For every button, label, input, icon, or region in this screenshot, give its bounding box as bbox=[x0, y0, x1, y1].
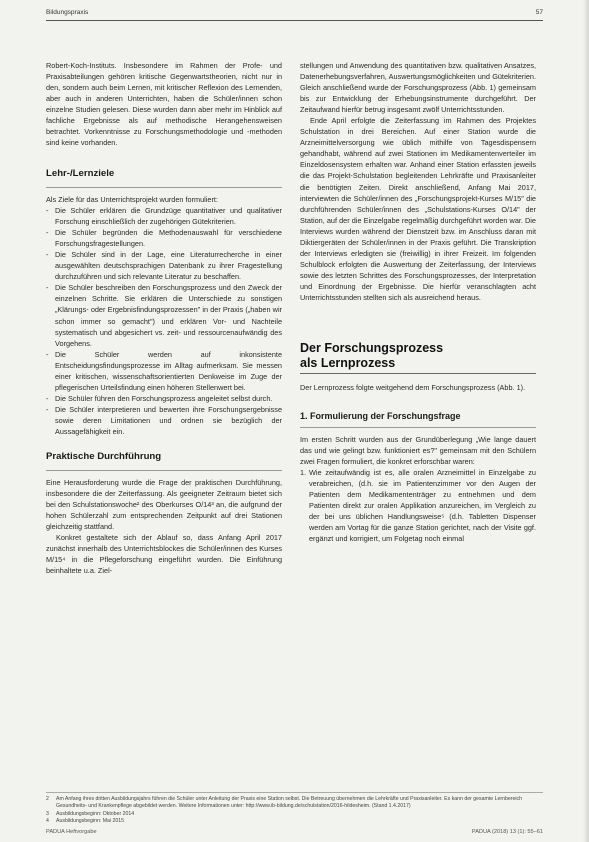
practice-paragraph-1: Eine Herausforderung wurde die Frage der praktischen Durchführung, insbesondere die der Zeiterfassung. Als geeigneter Zeitraum bietet sich bei den Schulstationswoche² des Oberkurses O/14³ an, die aufgrund der hohen Schülerzahl zum entsprechenden Zeitpunkt auf drei Stationen gleichzeitig stattfand. bbox=[46, 477, 282, 531]
goal-item: - Die Schüler werden auf inkonsistente Entscheidungsfindungsprozesse im Alltag aufmerksam. Sie messen einer kritischen, wissenschaftsorientierten Denkweise im Zuge der pflegerischen Urteilsfindung einen höheren Stellenwert bei. bbox=[46, 349, 282, 393]
footnote-text: Am Anfang ihres dritten Ausbildungsjahrs führen die Schüler unter Anleitung der Praxis eine Station selbst. Die Betreuung übernehmen die Lehrkräfte und Praxisanleiter. Es kann der gesamte Lernbereich Gesundheits- und Krankenpflege abgebildet werden. Weitere Informationen unter: http://www.ib-bildung.de/schulstation/2016-hildesheim. (Stand 1.4.2017) bbox=[56, 796, 522, 810]
footnotes bbox=[46, 792, 543, 826]
goal-item: - Die Schüler beschreiben den Forschungsprozess und den Zweck der einzelnen Schritte. Sie erklären die Unterschiede zu sonstigen „Klärungs- oder Ergebnisfindungsprozessen" in der Praxis („haben wir schon immer so gemacht") und erklären Vor- und Nachteile systematisch und abgesichert vs. zeit- und ressourcenaufwändig des Vorgehens. bbox=[46, 282, 282, 348]
goal-item: - Die Schüler begründen die Methodenauswahl für verschiedene Forschungsfragestellungen. bbox=[46, 227, 282, 249]
footnote bbox=[46, 796, 543, 811]
footnote bbox=[46, 811, 543, 818]
section-title: Bildungspraxis bbox=[46, 9, 89, 16]
intro-paragraph: Robert-Koch-Instituts. Insbesondere im Rahmen der Profe- und Praxisabteilungen gehören kritische Gegenwartstheorien, nicht nur in den, sondern auch beim Lernen, mit kritischer Reflexion des Lernenden, aber auch in anderen Unterrichten, haben die Schüler/innen schon einzelne Studien gelesen. Diese wurden dann aber mehr im Hinblick auf fachliche Ergebnisse als auf methodische Herangehensweisen betrachtet. Vorkenntnisse zu Forschungsmethodologie und -methoden sind keine vorhanden. bbox=[46, 61, 282, 148]
footer-right: PADUA (2018) 13 (1): 55–61 bbox=[471, 829, 543, 835]
right-column bbox=[300, 60, 536, 544]
lernprozess-paragraph: Der Lernprozess folgte weitgehend dem Forschungsprozess (Abb. 1). bbox=[300, 382, 526, 392]
footnote-text: Ausbildungsbeginn: Oktober 2014 bbox=[56, 810, 135, 817]
research-question-number: 1. bbox=[300, 467, 307, 477]
subsection-heading: 1. Formulierung der Forschungsfrage bbox=[300, 410, 461, 421]
research-question-text: Wie zeitaufwändig ist es, alle oralen Arzneimittel in Einzelgabe zu verabreichen, (d.h. sie im Patientenzimmer vor den Augen der Patienten dem Medikamententräger zu entnehmen und dem Patienten direkt zur oralen Applikation anzureichen, im Vergleich zu der bei uns üblichen Handlungsweise⁵ (d.h. Tabletten Dispenser werden am Vortag für die ganze Station gerichtet, nach der Visite ggf. ergänzt und korrigiert, um Folgetag noch einmal bbox=[309, 467, 536, 543]
running-head bbox=[46, 9, 543, 21]
section-heading bbox=[300, 341, 536, 371]
footnote bbox=[46, 818, 543, 825]
left-column bbox=[46, 60, 282, 576]
footnote-number: 2 bbox=[46, 796, 49, 802]
right-paragraph-1: stellungen und Anwendung des quantitativen bzw. qualitativen Ansatzes, Datenerhebungsverfahren, Auswertungsmöglichkeiten und Gütekriterien. Gleich anschließend wurde der Forschungsprozess (Abb. 1) gemeinsam bis zur Entwicklung der Erhebungsinstrumente durchgeführt. Der Zeitaufwand hierfür betrug insgesamt zwölf Unterrichtsstunden. bbox=[300, 61, 536, 115]
footnote-text: Ausbildungsbeginn: Mai 2015 bbox=[56, 818, 125, 825]
research-question-item bbox=[300, 467, 536, 544]
page-edge-shadow bbox=[583, 0, 589, 842]
practice-paragraph-2: Konkret gestaltete sich der Ablauf so, dass Anfang April 2017 zunächst innerhalb des Unterrichtsblockes die Schüler/innen des Kurses M/15⁴ in die Pflegeforschung eingeführt wurden. Die Einführung beinhaltete u.a. Ziel- bbox=[46, 532, 282, 576]
research-questions-list bbox=[300, 467, 536, 544]
goals-intro: Als Ziele für das Unterrichtsprojekt wurden formuliert: bbox=[46, 195, 218, 205]
footer-left: PADUA Heftvorgabe bbox=[46, 829, 97, 835]
footnote-number: 3 bbox=[46, 810, 49, 817]
page-number: 57 bbox=[535, 9, 543, 16]
section-heading-line-2: als Lernprozess bbox=[300, 356, 396, 371]
footnote-number: 4 bbox=[46, 818, 49, 825]
goals-heading: Lehr-/Lernziele bbox=[46, 168, 115, 180]
right-paragraph-2: Ende April erfolgte die Zeiterfassung im Rahmen des Projektes Schulstation in drei Bereichen. Auf einer Station wurde die Arzneimittelversorgung wie üblich mithilfe von Tagesdispensern gehandhabt, während auf zwei Stationen im Medikamentenverteiler im Einzeldosensystem erhalten war. Anhand einer Station erfassten jeweils die das Projekt-Schulstation begleitenden Lehrkräfte und Praxisanleiter die benötigten Zeiten. Direkt anschließend, Anfang Mai 2017, interviewten die Schüler/innen des „Forschungsprojekt-Kurses M/15" die durchführenden Schüler/innen des „Schulstations-Kurses O/14" der Station, auf der die Einzelgabe regelmäßig durchgeführt worden war. Die Interviews wurden während der Dienstzeit bzw. im Anschluss daran mit Diktiergeräten der Schüler/innen in der Praxis geführt. Die Transkription der Interviews erledigten sie (freiwillig) in ihrer Freizeit. Im folgenden Schulblock erfolgten die Auswertung der Zeiterfassung, der Interviews sowie des letzten Schrittes des Forschungsprozesses, der Interpretation und Einordnung der Ergebnisse. Die hierfür veranschlagten acht Unterrichtsstunden stellten sich als ausreichend heraus. bbox=[300, 116, 536, 302]
goals-rule bbox=[46, 187, 282, 188]
goal-item: - Die Schüler führen den Forschungsprozess angeleitet selbst durch. bbox=[46, 393, 282, 404]
section-heading-line-1: Der Forschungsprozess bbox=[300, 341, 444, 356]
subsection-paragraph: Im ersten Schritt wurden aus der Grundüberlegung „Wie lange dauert das und wie gelingt bzw. funktioniert es?" gemeinsam mit den Schülern zwei Fragen formuliert, die konkret erforschbar waren: bbox=[300, 434, 536, 466]
goal-item: - Die Schüler erklären die Grundzüge quantitativer und qualitativer Forschung einschließlich der zugehörigen Gütekriterien. bbox=[46, 205, 282, 227]
subsection-rule bbox=[300, 427, 536, 428]
goals-list bbox=[46, 205, 282, 437]
goal-item: - Die Schüler sind in der Lage, eine Literaturrecherche in einer ausgewählten deutschsprachigen Datenbank zu ihrer Fragestellung durchzuführen und sich relevante Literatur zu beschaffen. bbox=[46, 249, 282, 282]
practice-rule bbox=[46, 470, 282, 471]
section-heading-rule bbox=[300, 373, 536, 374]
goal-item: - Die Schüler interpretieren und bewerten ihre Forschungsergebnisse sowie deren Limitationen und ordnen sie bezüglich der Aussagefähigkeit ein. bbox=[46, 404, 282, 437]
practice-heading: Praktische Durchführung bbox=[46, 451, 162, 463]
